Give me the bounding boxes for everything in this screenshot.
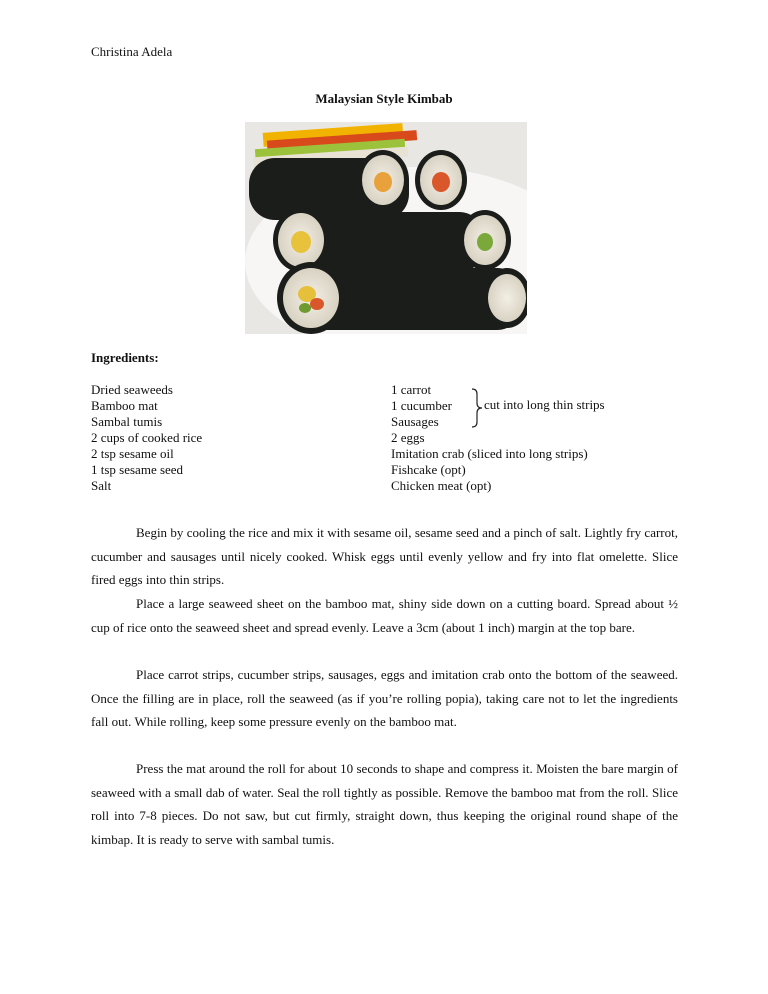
ingredient-item: Sambal tumis xyxy=(91,414,163,429)
ingredient-item: 1 cucumber xyxy=(391,398,453,413)
instruction-paragraph: Place carrot strips, cucumber strips, sausages, eggs and imitation crab onto the bottom of the seaweed. Once the filling are in place, roll the seaweed (as if you’re rolling popia), taking care not to let the ingredients fall out. While rolling, keep some pressure evenly on the bamboo mat. xyxy=(91,667,678,729)
ingredient-item: Chicken meat (opt) xyxy=(391,478,492,493)
author-name: Christina Adela xyxy=(91,44,173,59)
ingredient-item: Fishcake (opt) xyxy=(391,462,466,477)
ingredient-item: 1 carrot xyxy=(391,382,432,397)
instruction-paragraph: Press the mat around the roll for about 10 seconds to shape and compress it. Moisten the bare margin of seaweed with a small dab of water. Seal the roll tightly as possible. Remove the bamboo mat from the roll. Slice roll into 7-8 pieces. Do not saw, but cut firmly, straight down, thus keeping the original round shape of the kimbap. It is ready to serve with sambal tumis. xyxy=(91,761,678,847)
ingredient-item: 2 eggs xyxy=(391,430,425,445)
ingredients-heading: Ingredients: xyxy=(91,350,159,365)
brace-note: cut into long thin strips xyxy=(484,397,605,412)
instruction-paragraph: Place a large seaweed sheet on the bamboo mat, shiny side down on a cutting board. Spread about ½ cup of rice onto the seaweed sheet and spread evenly. Leave a 3cm (about 1 inch) margin at the top bare. xyxy=(91,596,678,635)
document-title: Malaysian Style Kimbab xyxy=(315,91,453,106)
ingredient-item: Sausages xyxy=(391,414,439,429)
ingredient-item: 1 tsp sesame seed xyxy=(91,462,184,477)
ingredient-item: 2 tsp sesame oil xyxy=(91,446,174,461)
ingredient-item: 2 cups of cooked rice xyxy=(91,430,203,445)
kimbab-photo xyxy=(245,122,527,334)
ingredient-item: Dried seaweeds xyxy=(91,382,173,397)
ingredients-list-left xyxy=(91,382,202,494)
instruction-paragraph: Begin by cooling the rice and mix it with sesame oil, sesame seed and a pinch of salt. Lightly fry carrot, cucumber and sausages until nicely cooked. Whisk eggs until evenly yellow and fry into flat omelette. Slice fired eggs into thin strips. xyxy=(91,525,678,587)
ingredient-item: Salt xyxy=(91,478,112,493)
ingredient-item: Imitation crab (sliced into long strips) xyxy=(391,446,588,461)
ingredient-item: Bamboo mat xyxy=(91,398,158,413)
curly-brace-icon xyxy=(470,388,484,428)
